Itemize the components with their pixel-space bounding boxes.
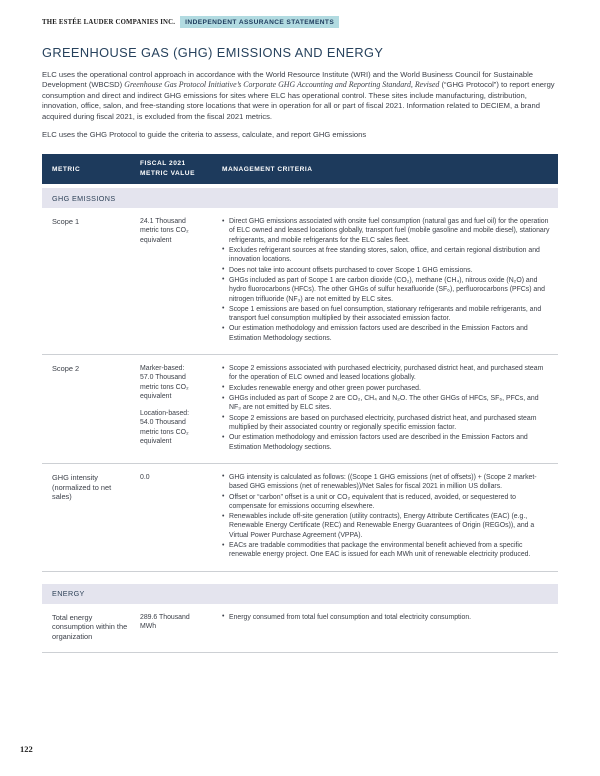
section-band-energy: ENERGY xyxy=(42,584,558,604)
criteria-list xyxy=(222,217,550,343)
metric-label: GHG intensity (normalized to net sales) xyxy=(52,472,112,502)
criteria-bullet: • Our estimation methodology and emission factors used are described in the Emission Factors and Estimation Methodology sections. xyxy=(222,324,550,343)
header-fiscal-value: FISCAL 2021 METRIC VALUE xyxy=(140,160,195,177)
metric-value xyxy=(140,217,218,344)
value-line: Location-based: 54.0 Thousand metric tons CO₂ equivalent xyxy=(140,410,190,445)
value-line: 24.1 Thousand metric tons CO₂ equivalent xyxy=(140,218,189,244)
table-header-row xyxy=(42,154,558,184)
criteria-list xyxy=(222,364,550,452)
intro-italic-title: Greenhouse Gas Protocol Initiative’s Corporate GHG Accounting and Reporting Standard, Revised xyxy=(124,80,440,90)
intro-text-2: (“GHG Protocol”) to report energy consumption and direct and indirect GHG emissions for sites where ELC has operational control. These sites include manufacturing, distribution, innovation, office, salon, and free-standing store locations that were in operation for all or part of fiscal 2021. Information related to DECIEM, a brand acquired during fiscal 2021, is excluded from the fiscal 2021 metrics. xyxy=(42,80,555,121)
company-name: THE ESTÉE LAUDER COMPANIES INC. xyxy=(42,18,176,26)
criteria-list xyxy=(222,473,550,560)
table-row-total-energy xyxy=(42,604,558,653)
criteria-bullet: • GHGs included as part of Scope 1 are carbon dioxide (CO₂), methane (CH₄), nitrous oxide (N₂O) and hydro fluorocarbons (HFCs). The other GHGs of sulfur hexafluoride (SF₆), perfluorocarbons (PFCs) and nitrogen trifluoride (NF₃) are not emitted by ELC sites. xyxy=(222,276,550,304)
value-line: Marker-based: 57.0 Thousand metric tons CO₂ equivalent xyxy=(140,365,189,400)
criteria-cell xyxy=(218,613,558,642)
intro-text-1: ELC uses the operational control approach in accordance with the World Resource Institute (WRI) and the World Business Council for Sustainable Development (WBCSD) xyxy=(42,70,534,90)
criteria-bullet: • EACs are tradable commodities that package the environmental benefit achieved from a specific renewable energy project. One EAC is issued for each MWh unit of renewable electricity produced. xyxy=(222,541,550,560)
header-metric: METRIC xyxy=(52,165,81,173)
table-row-ghg-intensity xyxy=(42,464,558,572)
criteria-bullet: • Our estimation methodology and emission factors used are described in the Emission Factors and Estimation Methodology sections. xyxy=(222,433,550,452)
criteria-bullet: • Offset or “carbon” offset is a unit or CO₂ equivalent that is reduced, avoided, or sequestered to compensate for emissions occurring elsewhere. xyxy=(222,493,550,512)
page-header xyxy=(42,16,558,28)
table-row-scope2 xyxy=(42,355,558,464)
criteria-list xyxy=(222,613,550,622)
criteria-bullet: • Direct GHG emissions associated with onsite fuel consumption (natural gas and fuel oil) for the operation of ELC owned and leased locations globally, transport fuel (mobile gasoline and mobile diesel), stationary refrigerants, and mobile refrigerants for the ELC sales fleet. xyxy=(222,217,550,245)
criteria-bullet: • Scope 2 emissions associated with purchased electricity, purchased district heat, and purchased steam for the operation of ELC owned and leased locations globally. xyxy=(222,364,550,383)
metric-label: Scope 1 xyxy=(52,217,80,226)
header-management-criteria: MANAGEMENT CRITERIA xyxy=(222,165,313,173)
metric-label: Scope 2 xyxy=(52,364,80,374)
criteria-cell xyxy=(218,217,558,344)
lead-sentence: ELC uses the GHG Protocol to guide the criteria to assess, calculate, and report GHG emissions xyxy=(42,130,367,139)
criteria-bullet: • Renewables include off-site generation (utility contracts), Energy Attribute Certificates (EAC) (e.g., Renewable Energy Certificate (REC) and Renewable Energy Guarantees of Origin (REGOs)), and a Virtual Power Purchase Agreement (VPPA). xyxy=(222,512,550,540)
page-title: GREENHOUSE GAS (GHG) EMISSIONS AND ENERGY xyxy=(42,45,384,60)
metric-value xyxy=(140,473,218,561)
criteria-bullet: • Does not take into account offsets purchased to cover Scope 1 GHG emissions. xyxy=(222,266,550,275)
criteria-bullet: • GHG intensity is calculated as follows: ((Scope 1 GHG emissions (net of offsets)) + (Scope 2 market-based GHG emissions (net of renewables))/Net Sales for fiscal 2021 in million US dollars. xyxy=(222,473,550,492)
metrics-table xyxy=(42,154,558,653)
section-band-ghg-emissions: GHG EMISSIONS xyxy=(42,188,558,208)
value-line: 289.6 Thousand MWh xyxy=(140,613,190,630)
intro-paragraph xyxy=(42,70,558,122)
criteria-bullet: • Excludes refrigerant sources at free standing stores, salon, office, and certain regional distribution and innovation locations. xyxy=(222,246,550,265)
criteria-bullet: • Scope 2 emissions are based on purchased electricity, purchased district heat, and purchased steam multiplied by their associated country or regionally specific emission factor. xyxy=(222,414,550,433)
page-number: 122 xyxy=(20,744,33,754)
criteria-bullet: • GHGs included as part of Scope 2 are CO₂, CH₄ and N₂O. The other GHGs of HFCs, SF₆, PFCs, and NF₃ are not emitted by ELC sites. xyxy=(222,394,550,413)
criteria-bullet: • Energy consumed from total fuel consumption and total electricity consumption. xyxy=(222,613,550,622)
value-line: 0.0 xyxy=(140,473,150,481)
section-badge: INDEPENDENT ASSURANCE STATEMENTS xyxy=(180,16,339,28)
criteria-cell xyxy=(218,364,558,453)
metric-label: Total energy consumption within the organization xyxy=(52,612,128,642)
table-row-scope1 xyxy=(42,208,558,355)
criteria-bullet: • Excludes renewable energy and other green power purchased. xyxy=(222,384,550,393)
criteria-bullet: • Scope 1 emissions are based on fuel consumption, stationary refrigerants and mobile refrigerants, and transport fuel consumption multiplied by their associated emission factor. xyxy=(222,305,550,324)
metric-value xyxy=(140,613,218,642)
criteria-cell xyxy=(218,473,558,561)
metric-value xyxy=(140,364,218,453)
